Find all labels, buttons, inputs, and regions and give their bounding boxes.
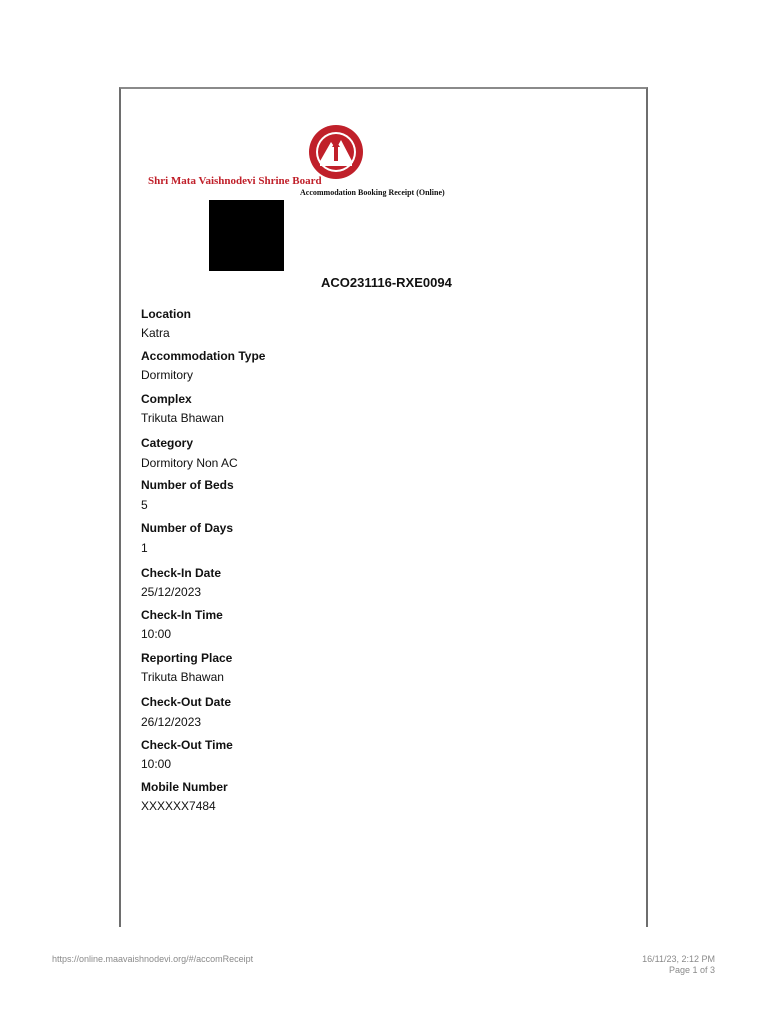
complex-label: Complex	[141, 392, 192, 406]
check-out-date-label: Check-Out Date	[141, 695, 232, 709]
print-timestamp: 16/11/23, 2:12 PM	[642, 954, 715, 964]
mobile-number-label: Mobile Number	[141, 780, 228, 794]
accommodation-type-value: Dormitory	[141, 368, 194, 382]
category-label: Category	[141, 436, 194, 450]
number-of-days-value: 1	[141, 541, 148, 555]
check-out-date-value: 26/12/2023	[141, 715, 202, 729]
check-out-time-label: Check-Out Time	[141, 738, 233, 752]
check-in-date-label: Check-In Date	[141, 566, 222, 580]
mobile-number-value: XXXXXX7484	[141, 799, 216, 813]
receipt-title: Accommodation Booking Receipt (Online)	[300, 188, 445, 197]
reporting-place-label: Reporting Place	[141, 651, 233, 665]
location-value: Katra	[141, 326, 170, 340]
redacted-photo	[209, 200, 284, 271]
footer-url: https://online.maavaishnodevi.org/#/accomReceipt	[52, 954, 254, 964]
check-in-time-value: 10:00	[141, 627, 172, 641]
footer-meta	[642, 954, 715, 976]
number-of-days-label: Number of Days	[141, 521, 234, 535]
page-number: Page 1 of 3	[668, 965, 715, 975]
reporting-place-value: Trikuta Bhawan	[141, 670, 224, 684]
check-in-date-value: 25/12/2023	[141, 585, 202, 599]
accommodation-type-label: Accommodation Type	[141, 349, 266, 363]
booking-id: ACO231116-RXE0094	[321, 275, 452, 290]
location-label: Location	[141, 307, 191, 321]
complex-value: Trikuta Bhawan	[141, 411, 224, 425]
board-name: Shri Mata Vaishnodevi Shrine Board	[148, 175, 322, 187]
check-in-time-label: Check-In Time	[141, 608, 223, 622]
shrine-board-logo	[307, 123, 365, 181]
number-of-beds-label: Number of Beds	[141, 478, 234, 492]
receipt-page	[119, 87, 648, 927]
category-value: Dormitory Non AC	[141, 456, 238, 470]
number-of-beds-value: 5	[141, 498, 148, 512]
check-out-time-value: 10:00	[141, 757, 172, 771]
